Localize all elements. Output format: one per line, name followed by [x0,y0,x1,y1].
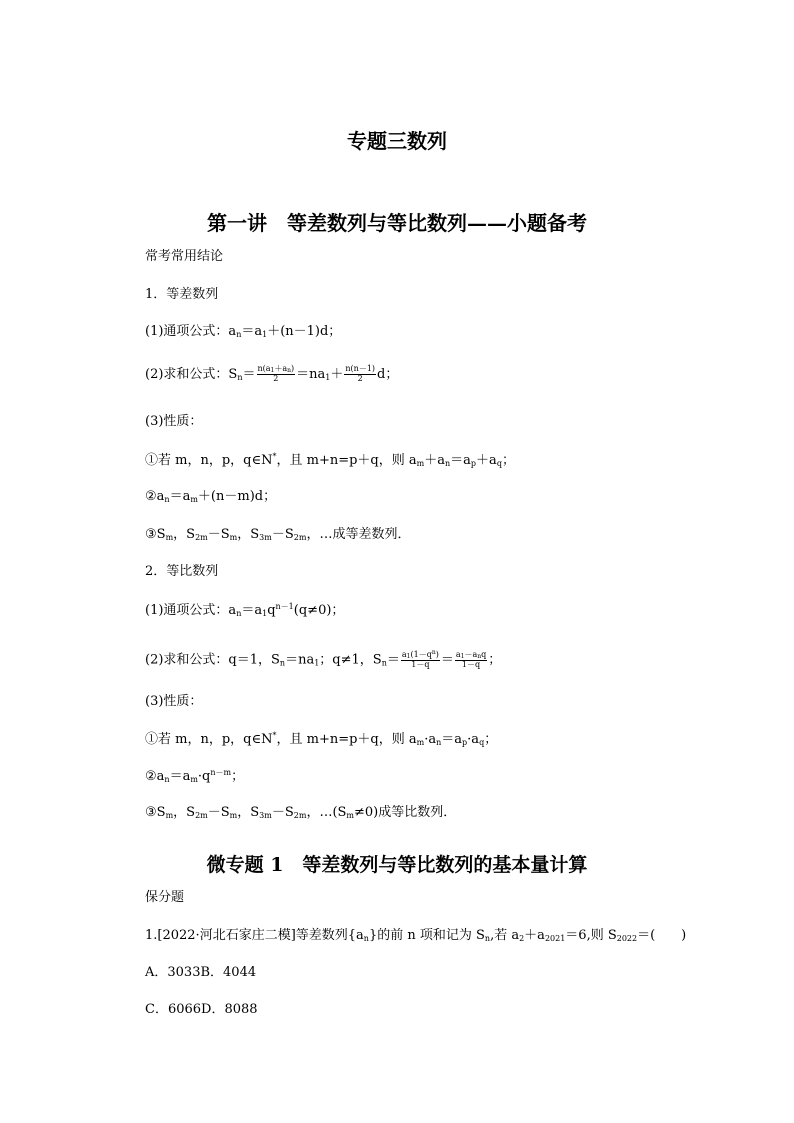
geo-formula-sum: (2)求和公式：q＝1，$S_n=na_1$；q≠1，$S_n=$ $\frac{a_1(1-q^n)}{1-q}$ ＝ $\frac{a_1-a_nq}{1-q}$ ； [145,649,502,670]
fraction: $\frac{a_1(1-q^n)}{1-q}$ [401,649,439,670]
lecture-title: 第一讲 等差数列与等比数列——小题备考 [207,211,587,235]
geo-formula-general: (1)通项公式：$a_n=a_1q^{n-1}(q\ne 0)$； [145,602,345,618]
arith-heading: 1．等差数列 [145,287,219,302]
geo-property-1: ①若 m，n，p，q∈N*，且 m+n=p＋q，则 $a_m\cdot a_n=a_p\cdot a_q$； [145,731,498,747]
arith-property-1: ①若 m，n，p，q∈N*，且 m+n=p＋q，则 $a_m+a_n=a_p+a_q$； [145,452,515,468]
question-1-options-cd: C．6066D．8088 [145,1002,258,1017]
main-title: 专题三数列 [347,129,447,153]
geo-property-3: $③S_m$，$S_{2m}-S_m$，$S_{3m}-S_{2m}$，$\dots(S_m\ne 0)$成等比数列． [145,805,457,820]
fraction: $\frac{n(a_1+a_n)}{2}$ [257,364,295,384]
geo-properties-label: (3)性质： [145,694,203,709]
arith-property-2: $②a_n=a_m+(n-m)d$； [145,489,277,504]
fraction: $\frac{a_1-a_nq}{1-q}$ [455,649,487,669]
geo-heading: 2．等比数列 [145,564,219,579]
arith-formula-general: (1)通项公式：$a_n=a_1+(n-1)d$； [145,324,342,339]
geo-property-2: $②a_n=a_m\cdot q^{n-m}$； [145,768,245,784]
question-1-options-ab: A．3033B．4044 [145,965,257,980]
arith-properties-label: (3)性质： [145,414,203,429]
fraction: $\frac{n(n-1)}{2}$ [345,364,376,383]
micro-topic-title: 微专题 1 等差数列与等比数列的基本量计算 [206,854,588,876]
tier-label: 保分题 [145,890,185,905]
section-label: 常考常用结论 [145,249,224,264]
arith-formula-sum: (2)求和公式：$S_n=$ $\frac{n(a_1+a_n)}{2}$ $=na_1+$ $\frac{n(n-1)}{2}$ d； [145,364,399,384]
arith-property-3: $③S_m$，$S_{2m}-S_m$，$S_{3m}-S_{2m}$，…成等差数列． [145,527,411,542]
question-1: 1.[2022·河北石家庄二模]等差数列$\{a_n\}$的前 n 项和记为 $S_n$,若 $a_2+a_{2021}=6$,则 $S_{2022}=$( ) [145,928,687,943]
